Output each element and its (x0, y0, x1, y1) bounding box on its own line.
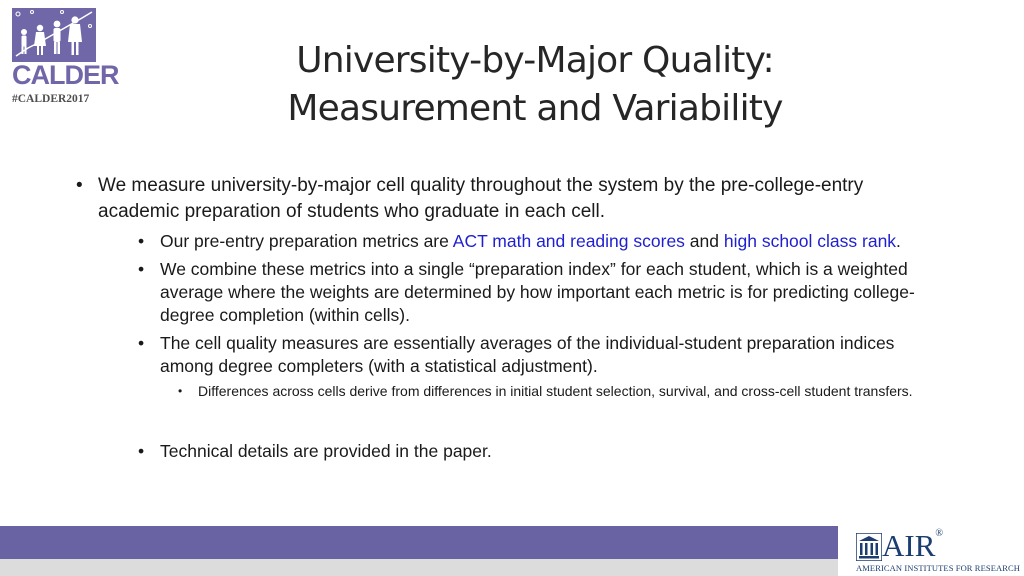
metrics-text-mid: and (684, 231, 724, 251)
registered-mark: ® (935, 528, 943, 539)
title-line-1: University-by-Major Quality: (296, 40, 774, 81)
class-rank-highlight: high school class rank (723, 231, 897, 251)
metrics-text-pre: Our pre-entry preparation metrics are (160, 231, 453, 251)
calder-logo (12, 8, 119, 108)
calder-figures-icon (12, 8, 96, 62)
title-line-2: Measurement and Variability (287, 88, 783, 129)
metrics-text-post: . (896, 231, 901, 251)
slide-body (74, 173, 954, 463)
footer-band-grey (0, 559, 838, 576)
calder-wordmark: CALDER (12, 60, 119, 90)
children-walking-icon (12, 8, 96, 62)
air-building-icon (856, 533, 882, 561)
bullet-cell-quality: • The cell quality measures are essentially averages of the individual-student preparation indices among degree completers (with a statistical adjustment). (136, 332, 920, 378)
calder-hashtag: #CALDER2017 (12, 93, 90, 105)
air-org: AIR (882, 528, 936, 563)
bullet-differences: • Differences across cells derive from differences in initial student selection, survival, and cross-cell student transfers. (174, 382, 918, 401)
slide-title (180, 37, 890, 133)
bullet-metrics (136, 230, 920, 253)
bullet-preparation-index: • We combine these metrics into a single “preparation index” for each student, which is a weighted average where the weights are determined by how important each metric is for predicting college-degree completion (within cells). (136, 258, 920, 327)
bullet-measurement: • We measure university-by-major cell quality throughout the system by the pre-college-entry academic preparation of students who graduate in each cell. (74, 173, 938, 225)
air-full-name: AMERICAN INSTITUTES FOR RESEARCH (856, 563, 1021, 573)
act-scores-highlight: ACT math and reading scores (452, 231, 685, 251)
footer-band-purple (0, 526, 838, 559)
air-wordmark (882, 528, 943, 564)
air-logo (838, 526, 1024, 576)
bullet-technical-details: • Technical details are provided in the paper. (136, 440, 920, 463)
